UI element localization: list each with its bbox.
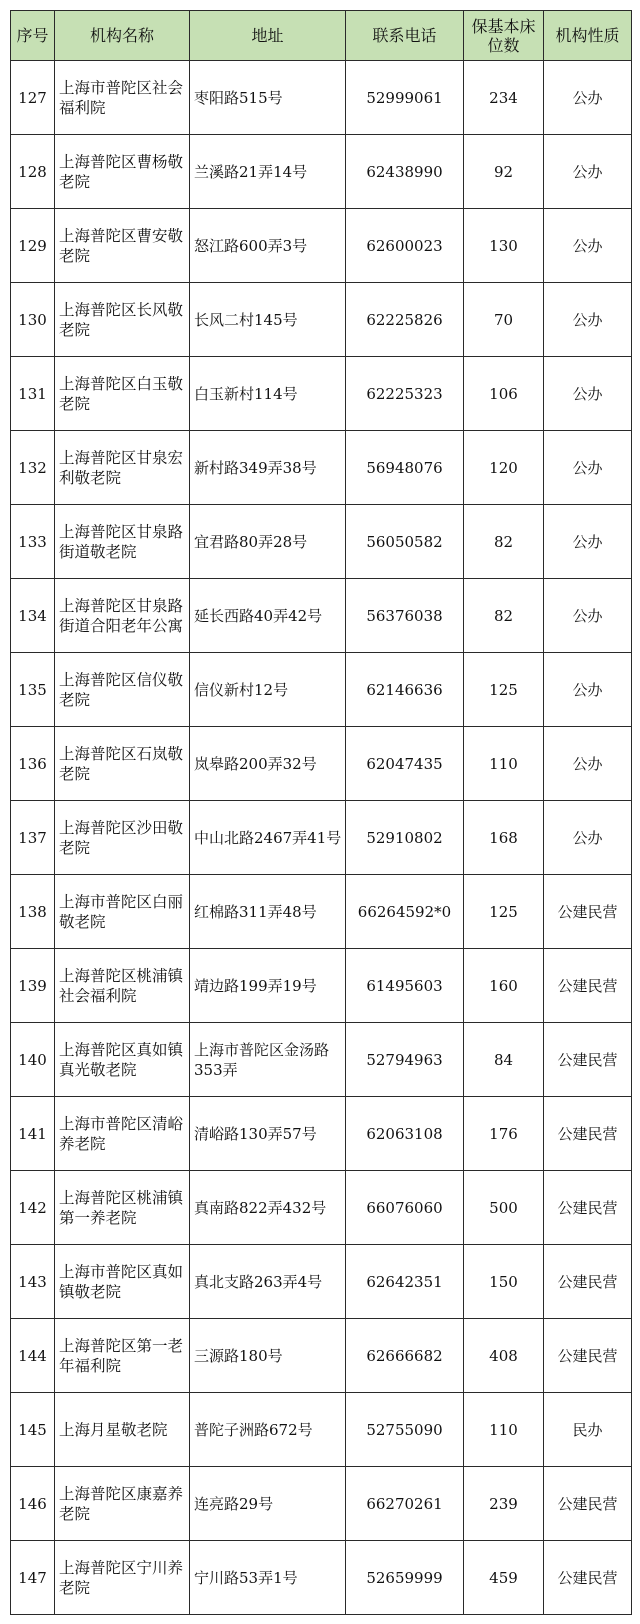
cell-type: 民办 (544, 1393, 632, 1467)
cell-phone: 62146636 (346, 653, 464, 727)
cell-type: 公办 (544, 357, 632, 431)
cell-beds: 150 (464, 1245, 544, 1319)
cell-seq: 146 (11, 1467, 55, 1541)
header-row (11, 11, 632, 61)
cell-type: 公建民营 (544, 1023, 632, 1097)
cell-seq: 137 (11, 801, 55, 875)
cell-phone: 56948076 (346, 431, 464, 505)
table-row (11, 727, 632, 801)
cell-beds: 130 (464, 209, 544, 283)
elder-care-institutions-table (10, 10, 632, 1615)
cell-type: 公建民营 (544, 1171, 632, 1245)
cell-phone: 61495603 (346, 949, 464, 1023)
table-row (11, 1245, 632, 1319)
cell-address: 普陀子洲路672号 (190, 1393, 346, 1467)
cell-name: 上海普陀区宁川养老院 (55, 1541, 190, 1615)
cell-address: 真北支路263弄4号 (190, 1245, 346, 1319)
cell-phone: 62063108 (346, 1097, 464, 1171)
cell-address: 靖边路199弄19号 (190, 949, 346, 1023)
cell-phone: 66264592*0 (346, 875, 464, 949)
cell-type: 公办 (544, 801, 632, 875)
cell-seq: 139 (11, 949, 55, 1023)
cell-phone: 62047435 (346, 727, 464, 801)
cell-phone: 52910802 (346, 801, 464, 875)
cell-beds: 110 (464, 1393, 544, 1467)
table-row (11, 1171, 632, 1245)
cell-name: 上海普陀区甘泉路街道敬老院 (55, 505, 190, 579)
cell-address: 岚皋路200弄32号 (190, 727, 346, 801)
cell-address: 长风二村145号 (190, 283, 346, 357)
cell-type: 公建民营 (544, 1467, 632, 1541)
table-row (11, 209, 632, 283)
table-row (11, 875, 632, 949)
cell-seq: 135 (11, 653, 55, 727)
cell-address: 宁川路53弄1号 (190, 1541, 346, 1615)
table-row (11, 505, 632, 579)
cell-name: 上海普陀区桃浦镇社会福利院 (55, 949, 190, 1023)
cell-address: 信仪新村12号 (190, 653, 346, 727)
cell-phone: 62225826 (346, 283, 464, 357)
cell-name: 上海普陀区沙田敬老院 (55, 801, 190, 875)
header-name: 机构名称 (55, 11, 190, 61)
cell-type: 公建民营 (544, 875, 632, 949)
cell-beds: 106 (464, 357, 544, 431)
cell-address: 新村路349弄38号 (190, 431, 346, 505)
cell-seq: 130 (11, 283, 55, 357)
cell-name: 上海普陀区曹杨敬老院 (55, 135, 190, 209)
cell-phone: 62642351 (346, 1245, 464, 1319)
cell-seq: 133 (11, 505, 55, 579)
cell-address: 连亮路29号 (190, 1467, 346, 1541)
cell-phone: 62666682 (346, 1319, 464, 1393)
cell-beds: 92 (464, 135, 544, 209)
cell-seq: 138 (11, 875, 55, 949)
cell-name: 上海月星敬老院 (55, 1393, 190, 1467)
table-row (11, 1319, 632, 1393)
cell-name: 上海普陀区真如镇真光敬老院 (55, 1023, 190, 1097)
cell-address: 延长西路40弄42号 (190, 579, 346, 653)
cell-beds: 234 (464, 61, 544, 135)
cell-beds: 120 (464, 431, 544, 505)
header-seq: 序号 (11, 11, 55, 61)
table-row (11, 949, 632, 1023)
cell-name: 上海普陀区康嘉养老院 (55, 1467, 190, 1541)
cell-beds: 176 (464, 1097, 544, 1171)
cell-name: 上海市普陀区白丽敬老院 (55, 875, 190, 949)
cell-type: 公办 (544, 579, 632, 653)
cell-seq: 142 (11, 1171, 55, 1245)
cell-beds: 168 (464, 801, 544, 875)
table-row (11, 579, 632, 653)
cell-beds: 110 (464, 727, 544, 801)
cell-name: 上海普陀区长风敬老院 (55, 283, 190, 357)
cell-address: 怒江路600弄3号 (190, 209, 346, 283)
cell-type: 公办 (544, 653, 632, 727)
header-type: 机构性质 (544, 11, 632, 61)
cell-name: 上海普陀区石岚敬老院 (55, 727, 190, 801)
cell-type: 公办 (544, 283, 632, 357)
header-phone: 联系电话 (346, 11, 464, 61)
cell-seq: 147 (11, 1541, 55, 1615)
cell-name: 上海普陀区白玉敬老院 (55, 357, 190, 431)
cell-type: 公建民营 (544, 1541, 632, 1615)
table-row (11, 653, 632, 727)
cell-name: 上海市普陀区清峪养老院 (55, 1097, 190, 1171)
table-row (11, 61, 632, 135)
header-address: 地址 (190, 11, 346, 61)
cell-name: 上海普陀区曹安敬老院 (55, 209, 190, 283)
cell-type: 公办 (544, 135, 632, 209)
table-row (11, 801, 632, 875)
cell-address: 白玉新村114号 (190, 357, 346, 431)
cell-type: 公建民营 (544, 1097, 632, 1171)
cell-name: 上海普陀区桃浦镇第一养老院 (55, 1171, 190, 1245)
cell-phone: 52999061 (346, 61, 464, 135)
cell-address: 清峪路130弄57号 (190, 1097, 346, 1171)
cell-address: 红棉路311弄48号 (190, 875, 346, 949)
cell-beds: 82 (464, 579, 544, 653)
header-beds: 保基本床位数 (464, 11, 544, 61)
cell-seq: 134 (11, 579, 55, 653)
cell-name: 上海普陀区第一老年福利院 (55, 1319, 190, 1393)
cell-phone: 56050582 (346, 505, 464, 579)
cell-seq: 132 (11, 431, 55, 505)
cell-type: 公建民营 (544, 1319, 632, 1393)
table-row (11, 135, 632, 209)
cell-type: 公办 (544, 209, 632, 283)
cell-seq: 144 (11, 1319, 55, 1393)
cell-name: 上海普陀区甘泉路街道合阳老年公寓 (55, 579, 190, 653)
cell-beds: 160 (464, 949, 544, 1023)
table-row (11, 1097, 632, 1171)
cell-name: 上海市普陀区社会福利院 (55, 61, 190, 135)
cell-seq: 140 (11, 1023, 55, 1097)
cell-type: 公办 (544, 431, 632, 505)
cell-address: 枣阳路515号 (190, 61, 346, 135)
cell-seq: 136 (11, 727, 55, 801)
cell-beds: 125 (464, 653, 544, 727)
table-row (11, 1393, 632, 1467)
cell-name: 上海普陀区甘泉宏利敬老院 (55, 431, 190, 505)
cell-beds: 459 (464, 1541, 544, 1615)
cell-type: 公建民营 (544, 949, 632, 1023)
cell-address: 中山北路2467弄41号 (190, 801, 346, 875)
cell-phone: 62600023 (346, 209, 464, 283)
cell-type: 公办 (544, 61, 632, 135)
cell-type: 公办 (544, 727, 632, 801)
cell-beds: 82 (464, 505, 544, 579)
table-row (11, 283, 632, 357)
cell-address: 兰溪路21弄14号 (190, 135, 346, 209)
cell-seq: 143 (11, 1245, 55, 1319)
cell-seq: 127 (11, 61, 55, 135)
cell-seq: 145 (11, 1393, 55, 1467)
cell-type: 公建民营 (544, 1245, 632, 1319)
cell-beds: 70 (464, 283, 544, 357)
cell-address: 宜君路80弄28号 (190, 505, 346, 579)
table-row (11, 357, 632, 431)
cell-address: 上海市普陀区金汤路353弄 (190, 1023, 346, 1097)
cell-beds: 125 (464, 875, 544, 949)
cell-name: 上海市普陀区真如镇敬老院 (55, 1245, 190, 1319)
cell-phone: 62438990 (346, 135, 464, 209)
cell-seq: 141 (11, 1097, 55, 1171)
cell-seq: 131 (11, 357, 55, 431)
cell-beds: 408 (464, 1319, 544, 1393)
cell-phone: 52755090 (346, 1393, 464, 1467)
cell-seq: 129 (11, 209, 55, 283)
cell-beds: 500 (464, 1171, 544, 1245)
cell-seq: 128 (11, 135, 55, 209)
cell-phone: 66076060 (346, 1171, 464, 1245)
cell-phone: 66270261 (346, 1467, 464, 1541)
cell-address: 真南路822弄432号 (190, 1171, 346, 1245)
table-row (11, 1023, 632, 1097)
cell-name: 上海普陀区信仪敬老院 (55, 653, 190, 727)
table-row (11, 1541, 632, 1615)
cell-type: 公办 (544, 505, 632, 579)
cell-beds: 239 (464, 1467, 544, 1541)
cell-beds: 84 (464, 1023, 544, 1097)
cell-phone: 52659999 (346, 1541, 464, 1615)
table-row (11, 1467, 632, 1541)
cell-phone: 56376038 (346, 579, 464, 653)
cell-phone: 52794963 (346, 1023, 464, 1097)
cell-phone: 62225323 (346, 357, 464, 431)
cell-address: 三源路180号 (190, 1319, 346, 1393)
table-row (11, 431, 632, 505)
